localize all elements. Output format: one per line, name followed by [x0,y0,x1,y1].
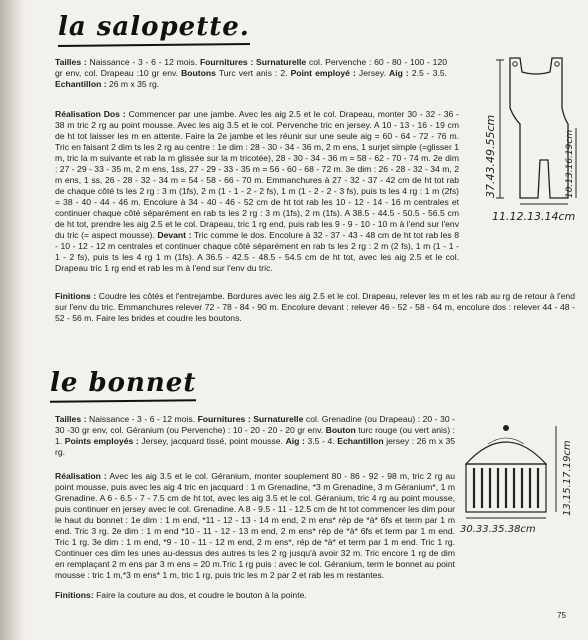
bonnet-crown [466,442,546,464]
salopette-height-label: 37.43.49.55cm [484,114,497,198]
bonnet-diagram [458,420,580,538]
salopette-width-label: 11.12.13.14cm [492,210,576,223]
bonnet-stripes [474,468,538,508]
salopette-diagram [448,48,580,238]
page-number: 75 [557,611,566,620]
bonnet-height-label: 13.15.17.19cm [562,440,573,516]
pattern-page [30,0,580,640]
button-right [555,62,559,66]
bonnet-finishing: Finitions: Faire la couture au dos, et coudre le bouton à la pointe. [55,590,307,600]
bonnet-instructions: Réalisation : Avec les aig 3.5 et le col. Géranium, monter souplement 80 - 86 - 92 - 98 m, tric 2 rg au point mousse, puis avec les aig 4 tric en jacquard : 1 m Grenadine, *3 m Grenadine, 3 m Géranium*, 1 m Grenadine. A 6 - 6.5 - 7 - 7.5 cm de ht tot, avec les aig 3.5 et le col. Géranium, tric 4 rg au point mousse, puis continuer en jersey avec le col. Grenadine. A 8 - 9.5 - 11 - 12.5 cm de ht tot commencer les dim pour le haut du bonnet : 1e dim : 1 m end, *11 - 12 - 13 - 14 m end, 2 m ens* rép de *à* 6fs et term par 1 m end. Tric 3 rg. 2e dim : 1 m end *10 - 11 - 12 - 13 m end, 2 m ens* rép de *à* 6fs et term par 1 m end. Tric 1 rg. 3e dim : 1 m end, *9 - 10 - 11 - 12 m end, 2 m ens*, rép de *à* et term par 1 m end. Tric 1 rg. Continuer ces dim les unes au-dessus des autres ts les 2 rg jusqu'à avoir 32 m. Tric encore 1 rg de dim en remplaçant 2 m ens par 3 m ens = 20 m.Tric 1 rg puis : avec le col. Géranium, term le bonnet au point mousse : tric 1 m,*3 m ens* 1 m, tric 1 rg, puis tric les m 2 par 2 et rab les m restantes. [55,471,455,580]
salopette-outline [510,58,568,198]
book-spine-shadow [0,0,26,640]
salopette-finishing: Finitions : Coudre les côtés et l'entrejambe. Bordures avec les aig 2.5 et le col. Drapeau, relever les m et les rab au rg de retour à l'end sur l'env du tric. Emmanchures relever 72 - 78 - 84 - 90 m. Encolure devant : relever 46 - 52 - 58 - 64 m, encolure dos : relever 44 - 48 - 52 - 56 m. Faire les brides et coudre les boutons. [55,291,575,323]
bonnet-materials: Tailles : Naissance - 3 - 6 - 12 mois. Fournitures : Surnaturelle col. Grenadine (ou Drapeau) : 20 - 30 - 30 -30 gr env, col. Géranium (ou Pervenche) : 10 - 20 - 20 - 20 gr env. Bouton turc rouge (ou vert anis) : 1. Points employés : Jersey, jacquard tissé, point mousse. Aig : 3.5 - 4. Echantillon jersey : 26 m x 35 rg. [55,414,456,457]
salopette-materials: Tailles : Naissance - 3 - 6 - 12 mois. Fournitures : Surnaturelle col. Pervenche : 60 - 80 - 100 - 120 gr env, col. Drapeau :10 gr env. Boutons Turc vert anis : 2. Point employé : Jersey. Aig : 2.5 - 3.5. Echantillon : 26 m x 35 rg. [55,57,448,89]
salopette-leg-label: 10.13.16.19cm [565,129,575,198]
bonnet-pompom-button [503,425,509,431]
button-left [513,62,517,66]
bonnet-title: le bonnet [50,368,196,398]
salopette-title: la salopette. [58,12,250,42]
bonnet-width-label: 30.33.35.38cm [460,524,536,535]
salopette-instructions: Réalisation Dos : Commencer par une jambe. Avec les aig 2.5 et le col. Drapeau, monter 30 - 32 - 36 - 38 m tric 2 rg au point mousse. Avec les aig 3.5 et le col. Pervenche tric en jersey. A 10 - 13 - 16 - 19 cm de ht tot laisser les m en attente. Faire la 2e jambe et les réunir sur une seule aig = 60 - 64 - 72 - 76 m. Tric en faisant 2 dim ts les 2 rg au centre : 1e dim : 28 - 30 - 34 - 36 m, 2 m ens, 1 surjet simple (=glisser 1 m, tric la m suivante et rab la m glissée sur la m tricotée), 28 - 30 - 34 - 36 m = 58 - 62 - 70 - 74 m. 2e dim : 27 - 29 - 33 - 35 m, 2 m ens, 1ss, 27 - 29 - 33 - 35 m = 56 - 60 - 68 - 72 m. 3e dim : 26 - 28 - 32 - 34 m, 2 m ens, 1 ss, 26 - 28 - 32 - 34 m = 54 - 58 - 66 - 70 m. Emmanchures à 27 - 32 - 37 - 42 cm de ht tot rab de chaque côté ts les 2 rg : 3 m (1fs), 2 m (1 - 1 - 2 - 2 fs), 1 m (1 - 2 - 2 - 3 fs), puis ts les 4 rg : 1 m (2fs) = 38 - 40 - 44 - 46 m. Encolure à 34 - 40 - 46 - 52 cm de ht tot rab les 10 - 12 - 14 - 16 m centrales et continuer chaque côté séparément en rab ts les 2 rg : 3 m (1fs), 2 m (1fs). A 38.5 - 44.5 - 50.5 - 56.5 cm de ht tot, prendre les aig 2.5 et le col. Drapeau, tric 1 rg end, puis rab les 9 - 9 - 10 - 10 m à l'end sur l'env du tric (= aspect mousse). Devant : Tric comme le dos. Encolure à 32 - 37 - 43 - 48 cm de ht tot rab les 8 - 10 - 12 - 12 m centrales et continuer chaque côté séparément en rab ts les 2 rg : 2 m (2 fs), 1 m (1 - 1 - 1 - 2 fs), puis ts les 4 rg 1 m (1fs). A 36.5 - 42.5 - 48.5 - 54.5 cm de ht tot, avec les aig 2.5 et le col. Drapeau tric 1 rg end et rab les m à l'end sur l'env du tric. [55,109,459,273]
